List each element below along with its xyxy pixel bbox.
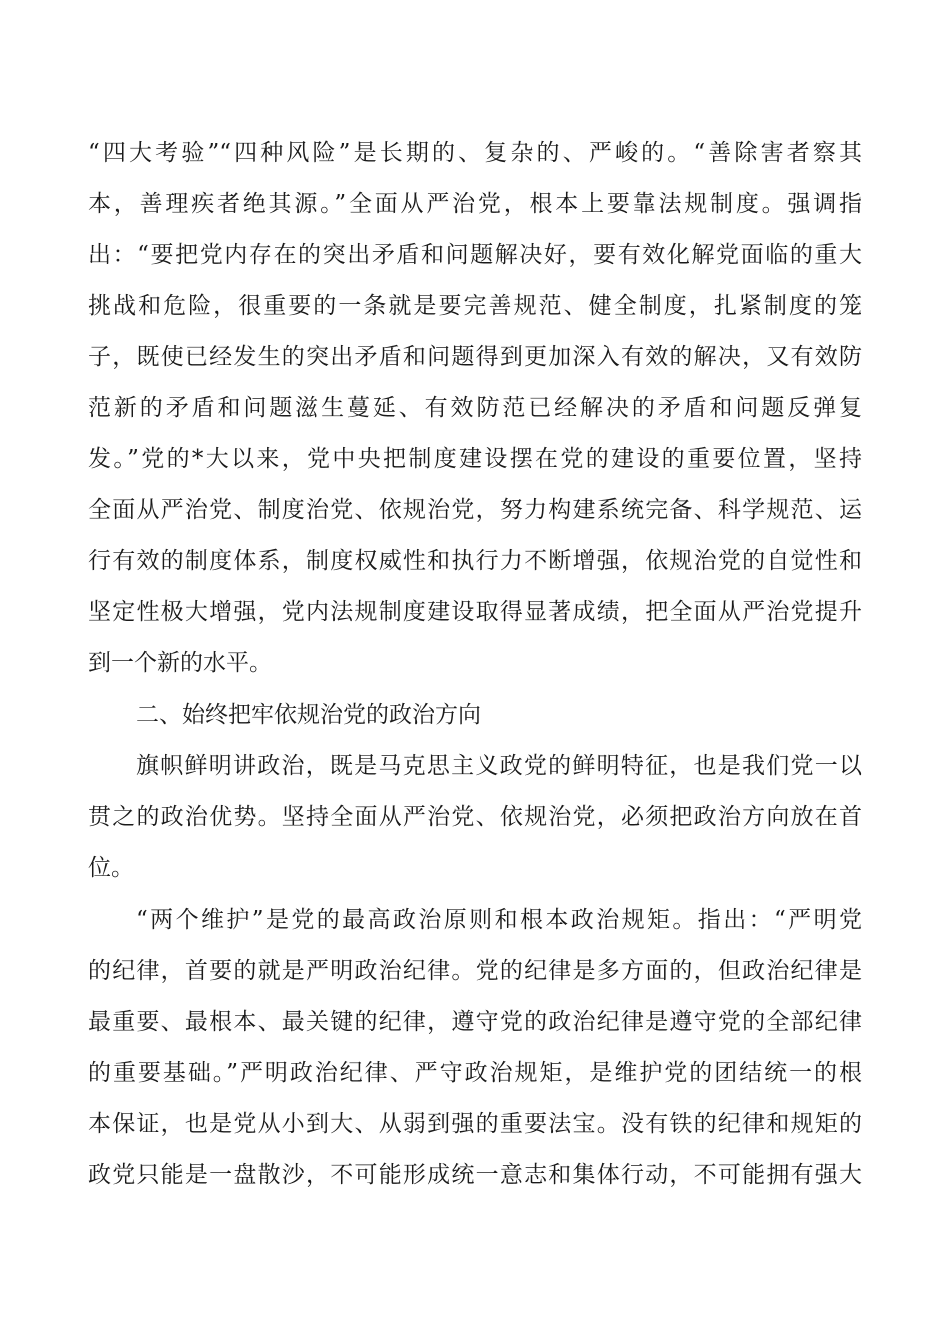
- paragraph-line: 出：“要把党内存在的突出矛盾和问题解决好，要有效化解党面临的重大: [88, 242, 862, 268]
- section-heading: 二、始终把牢依规治党的政治方向: [136, 702, 481, 728]
- paragraph-line: 本，善理疾者绝其源。”全面从严治党，根本上要靠法规制度。强调指: [88, 191, 862, 217]
- paragraph-line: 坚定性极大增强，党内法规制度建设取得显著成绩，把全面从严治党提升: [88, 599, 862, 625]
- paragraph-line: 的纪律，首要的就是严明政治纪律。党的纪律是多方面的，但政治纪律是: [88, 958, 862, 984]
- paragraph-line: 范新的矛盾和问题滋生蔓延、有效防范已经解决的矛盾和问题反弹复: [88, 395, 862, 421]
- paragraph-line: 最重要、最根本、最关键的纪律，遵守党的政治纪律是遵守党的全部纪律: [88, 1009, 862, 1035]
- paragraph-line: 子，既使已经发生的突出矛盾和问题得到更加深入有效的解决，又有效防: [88, 344, 862, 370]
- paragraph-line: “两个维护”是党的最高政治原则和根本政治规矩。指出：“严明党: [136, 907, 862, 933]
- paragraph-line: 挑战和危险，很重要的一条就是要完善规范、健全制度，扎紧制度的笼: [88, 293, 862, 319]
- paragraph-line: 贯之的政治优势。坚持全面从严治党、依规治党，必须把政治方向放在首: [88, 804, 862, 830]
- paragraph-line: 的重要基础。”严明政治纪律、严守政治规矩，是维护党的团结统一的根: [88, 1060, 862, 1086]
- paragraph-line: 本保证，也是党从小到大、从弱到强的重要法宝。没有铁的纪律和规矩的: [88, 1111, 862, 1137]
- paragraph-line: 行有效的制度体系，制度权威性和执行力不断增强，依规治党的自觉性和: [88, 548, 862, 574]
- paragraph-line: 旗帜鲜明讲政治，既是马克思主义政党的鲜明特征，也是我们党一以: [136, 753, 862, 779]
- paragraph-line: 位。: [88, 855, 134, 881]
- paragraph-line: 全面从严治党、制度治党、依规治党，努力构建系统完备、科学规范、运: [88, 497, 862, 523]
- paragraph-line: 政党只能是一盘散沙，不可能形成统一意志和集体行动，不可能拥有强大: [88, 1162, 862, 1188]
- paragraph-line: “四大考验”“四种风险”是长期的、复杂的、严峻的。“善除害者察其: [88, 140, 862, 166]
- paragraph-line: 发。”党的*大以来，党中央把制度建设摆在党的建设的重要位置，坚持: [88, 446, 862, 472]
- paragraph-line: 到一个新的水平。: [88, 650, 272, 676]
